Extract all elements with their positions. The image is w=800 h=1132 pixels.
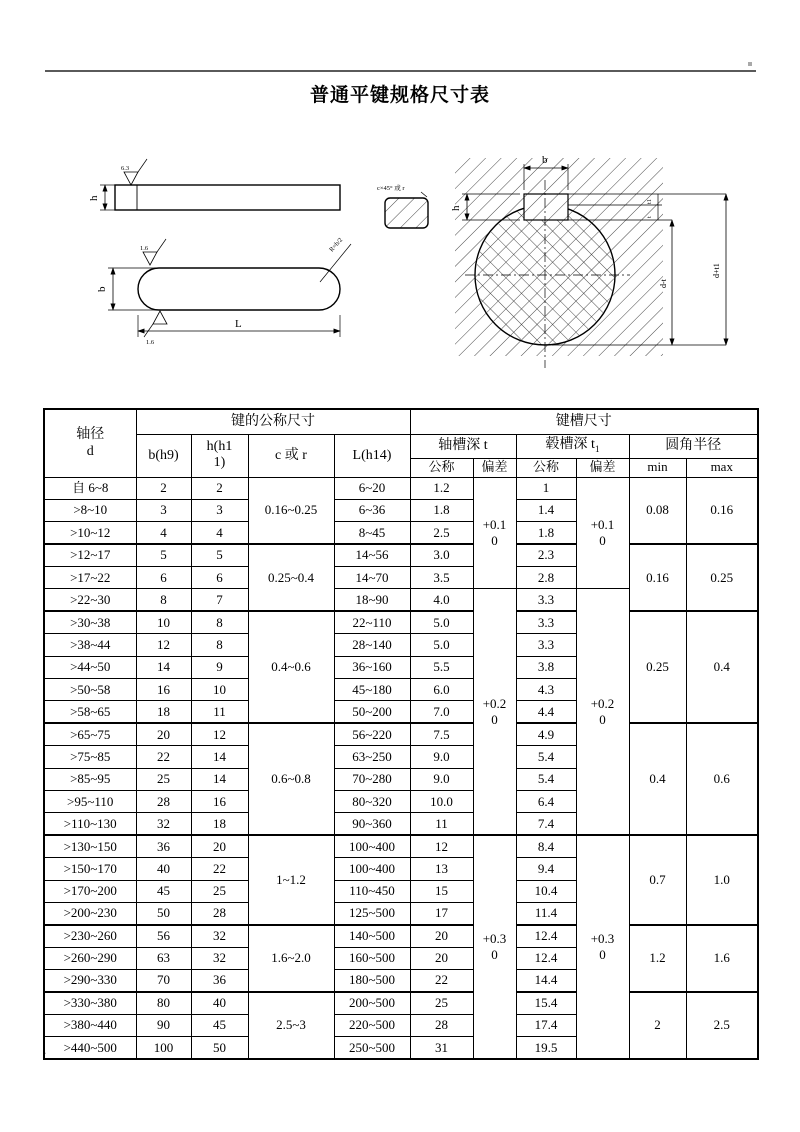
cell-h: 10 [191, 679, 248, 701]
key-spec-table [43, 408, 759, 1060]
cell-L: 45~180 [334, 679, 410, 701]
cell-L: 28~140 [334, 634, 410, 656]
cell-fillet-min: 2 [629, 992, 686, 1059]
cell-b: 22 [136, 746, 191, 768]
cell-b: 70 [136, 970, 191, 992]
roughness-value: 1.6 [140, 245, 149, 252]
cell-t-nominal: 9.0 [410, 746, 473, 768]
cell-h: 3 [191, 499, 248, 521]
cell-b: 12 [136, 634, 191, 656]
roughness-value: 1.6 [146, 339, 155, 346]
header-max: max [686, 458, 758, 477]
cell-h: 32 [191, 947, 248, 969]
cell-t1-nominal: 9.4 [516, 858, 576, 880]
cell-b: 32 [136, 813, 191, 835]
cell-shaft-diameter: >65~75 [44, 723, 136, 745]
cell-h: 50 [191, 1037, 248, 1059]
cell-t-deviation: +0.3 0 [473, 835, 516, 1059]
cell-h: 28 [191, 902, 248, 924]
cell-shaft-diameter: >95~110 [44, 790, 136, 812]
cell-h: 45 [191, 1014, 248, 1036]
cell-L: 22~110 [334, 611, 410, 633]
cell-t1-nominal: 12.4 [516, 947, 576, 969]
table-row [44, 544, 758, 566]
cell-L: 125~500 [334, 902, 410, 924]
page-title: 普通平键规格尺寸表 [309, 85, 490, 106]
cell-t1-nominal: 17.4 [516, 1014, 576, 1036]
cell-shaft-diameter: >8~10 [44, 499, 136, 521]
cell-L: 14~70 [334, 567, 410, 589]
b-dimension-label: b [96, 286, 108, 292]
cell-t-nominal: 17 [410, 902, 473, 924]
cell-h: 22 [191, 858, 248, 880]
cell-t-nominal: 10.0 [410, 790, 473, 812]
h-dimension-label: h [88, 195, 100, 201]
cell-t1-nominal: 4.9 [516, 723, 576, 745]
cell-t1-nominal: 4.4 [516, 701, 576, 723]
header-hub-depth-sub: 1 [594, 444, 600, 455]
header-b: b(h9) [136, 434, 191, 477]
cell-t1-nominal: 2.3 [516, 544, 576, 566]
cell-fillet-max: 2.5 [686, 992, 758, 1059]
cell-L: 250~500 [334, 1037, 410, 1059]
cell-t-deviation: +0.1 0 [473, 477, 516, 589]
cell-fillet-max: 0.25 [686, 544, 758, 611]
header-min: min [629, 458, 686, 477]
cell-b: 4 [136, 522, 191, 544]
header-c-or-r: c 或 r [248, 434, 334, 477]
cell-shaft-diameter: >230~260 [44, 925, 136, 947]
cell-h: 32 [191, 925, 248, 947]
cell-b: 80 [136, 992, 191, 1014]
cell-L: 70~280 [334, 768, 410, 790]
cell-c-or-r: 0.6~0.8 [248, 723, 334, 835]
cell-h: 25 [191, 880, 248, 902]
cell-h: 40 [191, 992, 248, 1014]
header-h-text: h(h11) [206, 439, 233, 471]
cell-L: 36~160 [334, 656, 410, 678]
roughness-icon [153, 311, 167, 324]
cell-h: 7 [191, 589, 248, 611]
cell-shaft-diameter: >150~170 [44, 858, 136, 880]
cell-h: 14 [191, 746, 248, 768]
cell-b: 3 [136, 499, 191, 521]
header-t-deviation: 偏差 [473, 458, 516, 477]
cell-shaft-diameter: >110~130 [44, 813, 136, 835]
header-key-nominal: 键的公称尺寸 [136, 409, 410, 434]
cell-c-or-r: 0.4~0.6 [248, 611, 334, 723]
cell-L: 6~36 [334, 499, 410, 521]
key-cross-section-diagram [377, 183, 428, 228]
cell-t-nominal: 1.8 [410, 499, 473, 521]
cell-L: 8~45 [334, 522, 410, 544]
cell-t-nominal: 25 [410, 992, 473, 1014]
cell-L: 140~500 [334, 925, 410, 947]
cell-shaft-diameter: 自 6~8 [44, 477, 136, 499]
cell-h: 8 [191, 611, 248, 633]
cell-shaft-diameter: >75~85 [44, 746, 136, 768]
cell-t1-nominal: 1 [516, 477, 576, 499]
cell-t-nominal: 4.0 [410, 589, 473, 611]
cell-t-deviation: +0.2 0 [473, 589, 516, 835]
cell-b: 18 [136, 701, 191, 723]
cell-t-nominal: 5.0 [410, 611, 473, 633]
cell-shaft-diameter: >58~65 [44, 701, 136, 723]
cell-t-nominal: 3.0 [410, 544, 473, 566]
cell-t1-nominal: 3.8 [516, 656, 576, 678]
cell-b: 2 [136, 477, 191, 499]
cell-b: 56 [136, 925, 191, 947]
cell-shaft-diameter: >330~380 [44, 992, 136, 1014]
cell-fillet-max: 0.4 [686, 611, 758, 723]
cell-h: 6 [191, 567, 248, 589]
cell-b: 14 [136, 656, 191, 678]
cell-shaft-diameter: >38~44 [44, 634, 136, 656]
cell-t1-nominal: 3.3 [516, 589, 576, 611]
cell-c-or-r: 2.5~3 [248, 992, 334, 1059]
cell-b: 6 [136, 567, 191, 589]
cell-L: 100~400 [334, 835, 410, 857]
header-keyway: 键槽尺寸 [410, 409, 758, 434]
cell-t1-nominal: 19.5 [516, 1037, 576, 1059]
cell-b: 20 [136, 723, 191, 745]
cell-shaft-diameter: >130~150 [44, 835, 136, 857]
header-hub-depth [516, 434, 629, 458]
cell-L: 63~250 [334, 746, 410, 768]
cell-t-nominal: 20 [410, 947, 473, 969]
cell-t-nominal: 7.0 [410, 701, 473, 723]
cell-h: 9 [191, 656, 248, 678]
cell-t1-nominal: 5.4 [516, 768, 576, 790]
cell-b: 45 [136, 880, 191, 902]
d-minus-t-label: d-t [659, 279, 668, 288]
cell-t-nominal: 1.2 [410, 477, 473, 499]
cell-b: 16 [136, 679, 191, 701]
cell-L: 80~320 [334, 790, 410, 812]
cell-fillet-max: 0.6 [686, 723, 758, 835]
cell-t1-nominal: 11.4 [516, 902, 576, 924]
cell-b: 5 [136, 544, 191, 566]
header-hub-depth-text: 毂槽深 t [545, 437, 595, 453]
cell-fillet-max: 0.16 [686, 477, 758, 544]
cell-shaft-diameter: >170~200 [44, 880, 136, 902]
cell-L: 56~220 [334, 723, 410, 745]
cell-fillet-min: 0.7 [629, 835, 686, 925]
cell-t-nominal: 9.0 [410, 768, 473, 790]
cell-t1-nominal: 5.4 [516, 746, 576, 768]
cell-t1-nominal: 10.4 [516, 880, 576, 902]
table-row [44, 835, 758, 857]
cell-fillet-min: 1.2 [629, 925, 686, 992]
cell-shaft-diameter: >380~440 [44, 1014, 136, 1036]
header-t-nominal: 公称 [410, 458, 473, 477]
cell-t-nominal: 12 [410, 835, 473, 857]
cell-b: 50 [136, 902, 191, 924]
header-shaft-line2: d [86, 444, 94, 460]
chamfer-note: c×45° 或 r [377, 185, 405, 192]
cell-t-nominal: 31 [410, 1037, 473, 1059]
cell-shaft-diameter: >12~17 [44, 544, 136, 566]
shaft-hub-assembly-diagram [450, 154, 726, 368]
key-in-keyway [524, 194, 568, 220]
cell-h: 18 [191, 813, 248, 835]
cell-t-nominal: 3.5 [410, 567, 473, 589]
header-fillet: 圆角半径 [629, 434, 758, 458]
cell-b: 25 [136, 768, 191, 790]
cell-t1-nominal: 7.4 [516, 813, 576, 835]
header-h [191, 434, 248, 477]
header-shaft-line1: 轴径 [76, 426, 105, 442]
cell-L: 110~450 [334, 880, 410, 902]
cell-t1-nominal: 1.4 [516, 499, 576, 521]
cell-shaft-diameter: >440~500 [44, 1037, 136, 1059]
cell-t1-nominal: 1.8 [516, 522, 576, 544]
table-row [44, 992, 758, 1014]
table-row [44, 925, 758, 947]
b-dimension-label: b [542, 154, 548, 166]
spec-table-body [44, 477, 758, 1059]
radius-note: R=b/2 [328, 236, 345, 254]
header-t1-nominal: 公称 [516, 458, 576, 477]
corner-mark [748, 62, 752, 66]
cell-h: 12 [191, 723, 248, 745]
cell-h: 36 [191, 970, 248, 992]
cell-L: 50~200 [334, 701, 410, 723]
header-t1-deviation: 偏差 [576, 458, 629, 477]
header-shaft-depth: 轴槽深 t [410, 434, 516, 458]
cell-t1-nominal: 3.3 [516, 634, 576, 656]
L-dimension-label: L [235, 318, 242, 330]
cell-t-nominal: 11 [410, 813, 473, 835]
cell-t1-deviation: +0.1 0 [576, 477, 629, 589]
cell-t1-nominal: 6.4 [516, 790, 576, 812]
table-row [44, 611, 758, 633]
cell-t-nominal: 5.0 [410, 634, 473, 656]
cell-h: 4 [191, 522, 248, 544]
cell-t1-nominal: 2.8 [516, 567, 576, 589]
cell-shaft-diameter: >17~22 [44, 567, 136, 589]
header-shaft-diameter [44, 409, 136, 477]
cell-L: 200~500 [334, 992, 410, 1014]
cell-t-nominal: 20 [410, 925, 473, 947]
cell-h: 11 [191, 701, 248, 723]
cell-t-nominal: 5.5 [410, 656, 473, 678]
cell-L: 90~360 [334, 813, 410, 835]
cell-b: 63 [136, 947, 191, 969]
cell-fillet-min: 0.4 [629, 723, 686, 835]
cell-h: 2 [191, 477, 248, 499]
cell-fillet-max: 1.6 [686, 925, 758, 992]
cell-L: 100~400 [334, 858, 410, 880]
cell-b: 28 [136, 790, 191, 812]
cell-t1-nominal: 4.3 [516, 679, 576, 701]
cell-c-or-r: 1.6~2.0 [248, 925, 334, 992]
cell-t-nominal: 7.5 [410, 723, 473, 745]
cell-t1-nominal: 15.4 [516, 992, 576, 1014]
cell-t1-deviation: +0.2 0 [576, 589, 629, 835]
cell-L: 160~500 [334, 947, 410, 969]
cell-shaft-diameter: >10~12 [44, 522, 136, 544]
cell-h: 8 [191, 634, 248, 656]
cell-c-or-r: 1~1.2 [248, 835, 334, 925]
cell-t1-deviation: +0.3 0 [576, 835, 629, 1059]
cell-t-nominal: 28 [410, 1014, 473, 1036]
cell-t1-nominal: 12.4 [516, 925, 576, 947]
cell-shaft-diameter: >30~38 [44, 611, 136, 633]
cell-t-nominal: 6.0 [410, 679, 473, 701]
t-depth-label: t [646, 216, 653, 218]
header-rule [45, 70, 756, 72]
cell-fillet-min: 0.16 [629, 544, 686, 611]
cell-b: 100 [136, 1037, 191, 1059]
cell-b: 36 [136, 835, 191, 857]
cell-shaft-diameter: >50~58 [44, 679, 136, 701]
header-L: L(h14) [334, 434, 410, 477]
cell-b: 90 [136, 1014, 191, 1036]
table-row [44, 477, 758, 499]
cell-shaft-diameter: >85~95 [44, 768, 136, 790]
cell-b: 10 [136, 611, 191, 633]
cell-c-or-r: 0.16~0.25 [248, 477, 334, 544]
cell-shaft-diameter: >260~290 [44, 947, 136, 969]
cell-L: 180~500 [334, 970, 410, 992]
roughness-icon [124, 172, 138, 185]
cell-t-nominal: 22 [410, 970, 473, 992]
cell-t1-nominal: 3.3 [516, 611, 576, 633]
cell-t1-nominal: 8.4 [516, 835, 576, 857]
cell-shaft-diameter: >22~30 [44, 589, 136, 611]
cell-t-nominal: 2.5 [410, 522, 473, 544]
cell-fillet-min: 0.08 [629, 477, 686, 544]
cell-h: 5 [191, 544, 248, 566]
roughness-icon [143, 252, 157, 265]
h-dimension-label: h [450, 205, 462, 211]
cell-shaft-diameter: >200~230 [44, 902, 136, 924]
cell-fillet-max: 1.0 [686, 835, 758, 925]
cell-fillet-min: 0.25 [629, 611, 686, 723]
cell-L: 14~56 [334, 544, 410, 566]
table-header [44, 409, 758, 477]
cell-b: 8 [136, 589, 191, 611]
key-side-view-diagram [88, 159, 340, 210]
cell-L: 6~20 [334, 477, 410, 499]
technical-drawings [0, 130, 800, 390]
cell-L: 220~500 [334, 1014, 410, 1036]
key-plan-view-diagram [96, 237, 351, 346]
footer-mark: . [43, 1042, 47, 1057]
cell-t-nominal: 13 [410, 858, 473, 880]
d-plus-t1-label: d+t1 [712, 263, 721, 278]
roughness-value: 6.3 [121, 165, 130, 172]
cell-h: 20 [191, 835, 248, 857]
cell-c-or-r: 0.25~0.4 [248, 544, 334, 611]
table-row [44, 723, 758, 745]
cell-shaft-diameter: >290~330 [44, 970, 136, 992]
cell-t1-nominal: 14.4 [516, 970, 576, 992]
cell-h: 16 [191, 790, 248, 812]
cell-t-nominal: 15 [410, 880, 473, 902]
cell-L: 18~90 [334, 589, 410, 611]
cell-b: 40 [136, 858, 191, 880]
t1-depth-label: t1 [646, 198, 653, 204]
cell-shaft-diameter: >44~50 [44, 656, 136, 678]
cell-h: 14 [191, 768, 248, 790]
